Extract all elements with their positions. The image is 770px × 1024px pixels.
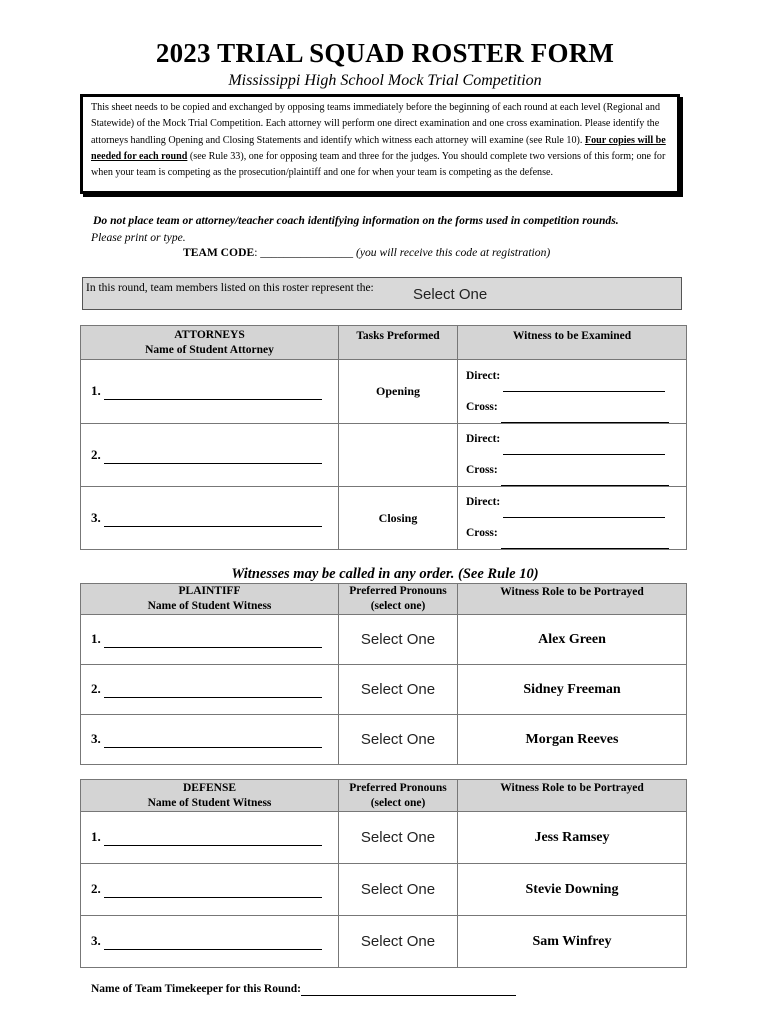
instructions-part2: (see Rule 33), one for opposing team and three for the judges. You should complete two versions of this form; one for when your team is competing as the prosecution/plaintiff and one for when your team is competing as the defense. [91,150,666,179]
timekeeper-label: Name of Team Timekeeper for this Round: [91,983,301,995]
cross-label: Cross: [466,464,498,476]
attorney-name-field[interactable] [104,447,322,464]
attorney-name-field[interactable] [104,510,322,527]
pronoun-select[interactable]: Select One [339,812,458,864]
team-code-label: TEAM CODE [183,246,255,259]
table-row [81,812,687,864]
table-row [81,615,687,665]
table-row [81,487,687,550]
witness-number: 3. [91,731,101,746]
witness-role-header: Witness Role to be Portrayed [458,584,687,615]
witness-number: 2. [91,881,101,896]
cross-field[interactable] [501,455,669,486]
witness-name-field[interactable] [104,933,322,950]
witness-number: 1. [91,829,101,844]
attorney-task: Closing [339,487,458,550]
defense-header: DEFENSE Name of Student Witness [81,780,339,812]
instructions-box [80,94,680,194]
team-code-note: (you will receive this code at registration) [355,246,551,259]
witness-name-field[interactable] [104,631,322,648]
represent-side-select[interactable]: Select One [413,286,488,303]
plaintiff-header: PLAINTIFF Name of Student Witness [81,584,339,615]
attorney-number: 2. [91,446,101,462]
attorney-name-field[interactable] [104,383,322,400]
table-row [81,916,687,968]
witness-role: Jess Ramsey [458,812,687,864]
represent-side-row [82,277,682,310]
attorneys-header: ATTORNEYS Name of Student Attorney [81,326,339,360]
timekeeper-row [91,983,516,996]
cross-field[interactable] [501,518,669,549]
witness-order-note: Witnesses may be called in any order. (See Rule 10) [231,566,539,582]
direct-field[interactable] [503,424,665,455]
pronoun-select[interactable]: Select One [339,615,458,665]
direct-field[interactable] [503,361,665,392]
attorney-number: 1. [91,383,101,398]
witness-examined-header: Witness to be Examined [458,326,687,360]
cross-label: Cross: [466,400,498,413]
no-identifying-info-note: Do not place team or attorney/teacher coach identifying information on the forms used in competition rounds. [93,214,619,227]
witness-role: Alex Green [458,615,687,665]
cross-field[interactable] [501,392,669,423]
witness-name-field[interactable] [104,681,322,698]
direct-label: Direct: [466,433,501,445]
page-title: 2023 TRIAL SQUAD ROSTER FORM [155,38,615,68]
attorney-number: 3. [91,509,101,525]
team-code-row [183,246,550,259]
print-or-type-note: Please print or type. [91,231,186,244]
witness-role: Sidney Freeman [458,665,687,715]
attorney-task [339,424,458,487]
witness-number: 1. [91,631,101,646]
witness-number: 3. [91,933,101,948]
instructions-part1: This sheet needs to be copied and exchanged by opposing teams immediately before the beginning of each round at each level (Regional and Statewide) of the Mock Trial Competition. Each attorney will perform one direct examination and one cross examination. Please identify the attorneys handling Opening and Closing Statements and identify which witness each attorney will examine (see Rule 10). [91,102,660,146]
timekeeper-field[interactable] [301,983,516,996]
witness-role: Stevie Downing [458,864,687,916]
witness-name-field[interactable] [104,881,322,898]
table-row [81,665,687,715]
team-code-field[interactable]: : ________________ [254,246,356,259]
defense-table [80,779,687,968]
tasks-header: Tasks Preformed [339,326,458,360]
witness-number: 2. [91,681,101,696]
direct-label: Direct: [466,496,501,508]
pronoun-select[interactable]: Select One [339,665,458,715]
page-subtitle: Mississippi High School Mock Trial Competition [228,72,542,89]
represent-side-label: In this round, team members listed on this roster represent the: [86,282,374,294]
table-row [81,424,687,487]
witness-role: Sam Winfrey [458,916,687,968]
table-row [81,360,687,424]
direct-field[interactable] [503,487,665,518]
attorney-task: Opening [339,360,458,424]
pronoun-select[interactable]: Select One [339,864,458,916]
pronouns-header: Preferred Pronouns (select one) [339,584,458,615]
table-row [81,864,687,916]
pronouns-header: Preferred Pronouns (select one) [339,780,458,812]
attorneys-table [80,325,687,550]
plaintiff-table [80,583,687,765]
cross-label: Cross: [466,527,498,539]
witness-name-field[interactable] [104,731,322,748]
pronoun-select[interactable]: Select One [339,916,458,968]
instructions-emphasis: Four copies will be needed for each round [91,134,666,162]
witness-role-header: Witness Role to be Portrayed [458,780,687,812]
pronoun-select[interactable]: Select One [339,715,458,765]
witness-name-field[interactable] [104,829,322,846]
witness-role: Morgan Reeves [458,715,687,765]
table-row [81,715,687,765]
direct-label: Direct: [466,369,501,382]
